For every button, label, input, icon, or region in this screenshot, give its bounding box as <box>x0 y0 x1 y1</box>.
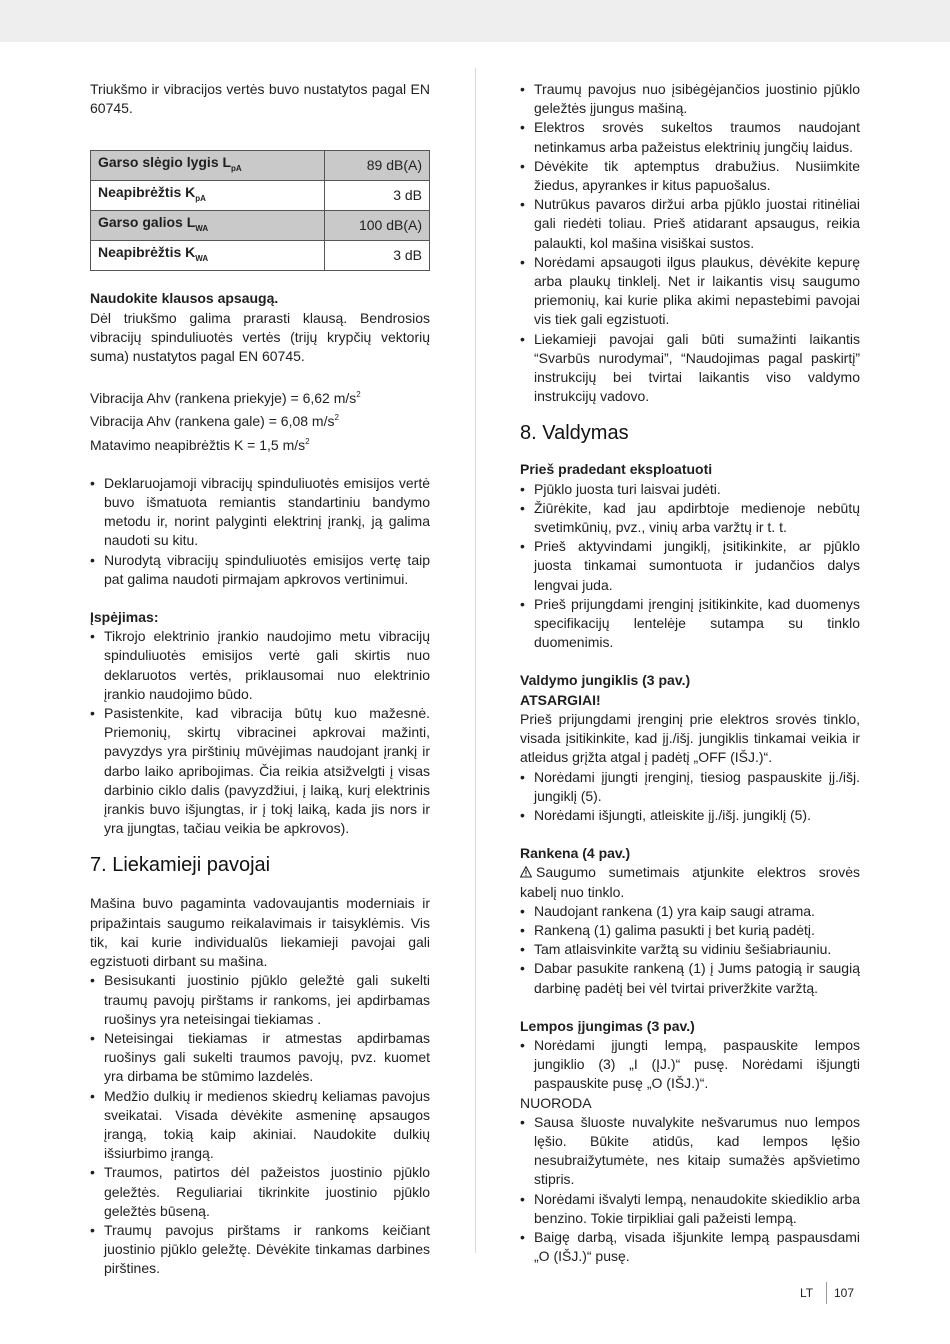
vibration-line: Vibracija Ahv (rankena gale) = 6,08 $m/s^2$ <box>90 413 339 430</box>
list-item: • Norėdami išjungti, atleiskite įj./išj. jungiklį (5). <box>520 806 860 825</box>
list-item: • Baigę darbą, visada išjunkite lempą paspausdami „O (IŠJ.)“ pusę. <box>520 1228 860 1266</box>
list-item: • Deklaruojamoji vibracijų spinduliuotės emisijos vertė buvo išmatuota remiantis standartiniu bandymo metodu ir, norint palyginti elektrinį įrankį, ją galima naudoti su kitu. <box>90 474 430 551</box>
list-item: • Prieš aktyvindami jungiklį, įsitikinkite, ar pjūklo juosta tinkamai sumontuota ir judančios dalys lengvai juda. <box>520 537 860 595</box>
left-column <box>90 80 430 1279</box>
vibration-bullets <box>90 474 430 589</box>
hearing-text: Dėl triukšmo galima prarasti klausą. Bendrosios vibracijų spinduliuotės vertės (trijų krypčių vektorių suma) nustatytos pagal EN 60745. <box>90 309 430 365</box>
handle-warning: Saugumo sumetimais atjunkite elektros srovės kabelį nuo tinklo. <box>520 864 860 900</box>
list-item: • Neteisingai tiekiamas ir atmestas apdirbamas ruošinys gali sukelti traumos pavojų, pvz. kuomet yra dirbama be stūmimo lazdelės. <box>90 1029 430 1087</box>
section-7-heading: 7. Liekamieji pavojai <box>90 854 271 877</box>
hearing-title: Naudokite klausos apsaugą. <box>90 290 279 307</box>
section-8-heading: 8. Valdymas <box>520 422 629 445</box>
table-value: 3 dB <box>325 241 430 271</box>
switch-bullets <box>520 768 860 826</box>
residual-risk-bullets <box>90 971 430 1278</box>
table-row <box>91 211 430 241</box>
lamp-bullets <box>520 1036 860 1094</box>
table-label: Garso galios $L_{WA}$ <box>91 211 325 241</box>
language-code: LT <box>800 1286 814 1300</box>
list-item: • Nurodytą vibracijų spinduliuotės emisijos vertę taip pat galima naudoti pirmajam apkrovos vertinimui. <box>90 551 430 589</box>
table-value: 89 dB(A) <box>325 151 430 181</box>
list-item: • Norėdami išvalyti lempą, nenaudokite skiediklio arba benzino. Tokie tirpikliai gali pažeisti lempą. <box>520 1190 860 1228</box>
section-7-intro: Mašina buvo pagaminta vadovaujantis moderniais ir pripažintais saugumo reikalavimais ir taisyklėmis. Vis tik, kai kurie individualūs liekamieji pavojai gali egzistuoti dirbant su mašina. <box>90 895 430 970</box>
table-row <box>91 151 430 181</box>
vibration-line: Matavimo neapibrėžtis K = 1,5 $m/s^2$ <box>90 436 310 453</box>
list-item: • Dėvėkite tik aptemptus drabužius. Nusiimkite žiedus, apyrankes ir kitus papuošalus. <box>520 157 860 195</box>
table-row <box>91 181 430 211</box>
list-item: • Norėdami įjungti lempą, paspauskite lempos jungiklio (3) „I (ĮJ.)“ pusę. Norėdami išjungti paspauskite pusę „O (IŠJ.)“. <box>520 1036 860 1094</box>
list-item: • Pjūklo juosta turi laisvai judėti. <box>520 480 860 499</box>
switch-caution: ATSARGIAI! <box>520 691 601 708</box>
lamp-title: Lempos įjungimas (3 pav.) <box>520 1017 695 1034</box>
noise-table <box>90 150 430 271</box>
list-item: • Naudojant rankena (1) yra kaip saugi atrama. <box>520 902 860 921</box>
list-item: • Tam atlaisvinkite varžtą su vidiniu šešiabriauniu. <box>520 940 860 959</box>
footer-separator <box>826 1282 827 1304</box>
warning-title: Įspėjimas: <box>90 609 159 626</box>
right-column <box>520 80 860 1266</box>
handle-bullets <box>520 902 860 998</box>
list-item: • Traumos, patirtos dėl pažeistos juostinio pjūklo geležtės. Reguliariai tikrinkite juostinio pjūklo geležtės būseną. <box>90 1163 430 1221</box>
list-item: • Žiūrėkite, kad jau apdirbtoje medienoje nebūtų svetimkūnių, pvz., vinių arba varžtų ir t. t. <box>520 499 860 537</box>
page-footer <box>800 1284 860 1304</box>
column-divider <box>475 68 476 1253</box>
warning-bullets <box>90 627 430 838</box>
table-value: 100 dB(A) <box>325 211 430 241</box>
vibration-line: Vibracija Ahv (rankena priekyje) = 6,62 $m/s^2$ <box>90 390 361 407</box>
list-item: • Besisukanti juostinio pjūklo geležtė gali sukelti traumų pavojų pirštams ir rankoms, jei apdirbamas ruošinys yra neteisingai tiekiamas . <box>90 971 430 1029</box>
list-item: • Traumų pavojus pirštams ir rankoms keičiant juostinio pjūklo geležtę. Dėvėkite tinkamas darbines pirštines. <box>90 1221 430 1279</box>
list-item: • Tikrojo elektrinio įrankio naudojimo metu vibracijų spinduliuotės emisijos vertė gali skirtis nuo deklaruotos vertės, priklausomai nuo elektrinio įrankio naudojimo būdo. <box>90 627 430 704</box>
residual-risk-bullets-cont <box>520 80 860 406</box>
table-label: Garso slėgio lygis $L_{pA}$ <box>91 151 325 181</box>
noise-intro: Triukšmo ir vibracijos vertės buvo nustatytos pagal EN 60745. <box>90 81 430 117</box>
list-item: • Norėdami apsaugoti ilgus plaukus, dėvėkite kepurę arba plaukų tinklelį. Net ir laikantis visų saugumo priemonių, kai kurie plika akimi nepastebimi pavojai vis tiek gali egzistuoti. <box>520 253 860 330</box>
list-item: • Norėdami įjungti įrenginį, tiesiog paspauskite įj./išj. jungiklį (5). <box>520 768 860 806</box>
list-item: • Medžio dulkių ir medienos skiedrų keliamas pavojus sveikatai. Visada dėvėkite asmeninę apsaugos įrangą, tokią kaip akiniai. Naudokite dulkių išsiurbimo įrangą. <box>90 1087 430 1164</box>
list-item: • Pasistenkite, kad vibracija būtų kuo mažesnė. Priemonių, skirtų vibracinei apkrovai mažinti, pavyzdys yra pirštinių mūvėjimas naudojant įrankį ir darbo laiko apribojimas. Čia reikia atsižvelgti į visas darbinio ciklo dalis (pavyzdžiui, į laiką, kurį elektrinis įrankis buvo išjungtas, ir į tokį laiką, kada jis nors ir yra įjungtas, tačiau veikia be apkrovos). <box>90 704 430 838</box>
switch-title: Valdymo jungiklis (3 pav.) <box>520 672 691 689</box>
switch-text: Prieš prijungdami įrenginį prie elektros srovės tinklo, visada įsitikinkite, kad įj./išj. jungiklis tinkamai veikia ir atleidus grįžta atgal į padėtį „OFF (IŠJ.)“. <box>520 710 860 766</box>
list-item: • Traumų pavojus nuo įsibėgėjančios juostinio pjūklo geležtės įjungus mašiną. <box>520 80 860 118</box>
before-use-bullets <box>520 480 860 653</box>
list-item: • Sausa šluoste nuvalykite nešvarumus nuo lempos lęšio. Būkite atidūs, kad lempos lęšio nesubraižytumėte, nes kitaip sumažės apšvietimo stipris. <box>520 1113 860 1190</box>
list-item: • Elektros srovės sukeltos traumos naudojant netinkamus arba pažeistus elektrinių jungčių laidus. <box>520 118 860 156</box>
lamp-note-bullets <box>520 1113 860 1267</box>
page-number: 107 <box>834 1286 855 1300</box>
list-item: • Nutrūkus pavaros diržui arba pjūklo juostai ritinėliai gali riedėti toliau. Prieš atidarant apsaugus, reikia palaukti, kol mašina visiškai sustos. <box>520 195 860 253</box>
handle-title: Rankena (4 pav.) <box>520 845 631 862</box>
lamp-note: NUORODA <box>520 1094 592 1111</box>
table-row <box>91 241 430 271</box>
table-label: Neapibrėžtis $K_{WA}$ <box>91 241 325 271</box>
warning-triangle-icon <box>520 866 532 878</box>
table-value: 3 dB <box>325 181 430 211</box>
list-item: • Liekamieji pavojai gali būti sumažinti laikantis “Svarbūs nurodymai”, “Naudojimas pagal paskirtį” instrukcijų bei tvirtai laikantis viso valdymo instrukcijų vadovo. <box>520 330 860 407</box>
list-item: • Dabar pasukite rankeną (1) į Jums patogią ir saugią darbinę padėtį bei vėl tvirtai priveržkite varžtą. <box>520 959 860 997</box>
before-use-title: Prieš pradedant eksploatuoti <box>520 461 713 478</box>
table-label: Neapibrėžtis $K_{pA}$ <box>91 181 325 211</box>
list-item: • Rankeną (1) galima pasukti į bet kurią padėtį. <box>520 921 860 940</box>
top-band <box>0 0 950 42</box>
list-item: • Prieš prijungdami įrenginį įsitikinkite, kad duomenys specifikacijų lentelėje sutampa su tinklo duomenimis. <box>520 595 860 653</box>
